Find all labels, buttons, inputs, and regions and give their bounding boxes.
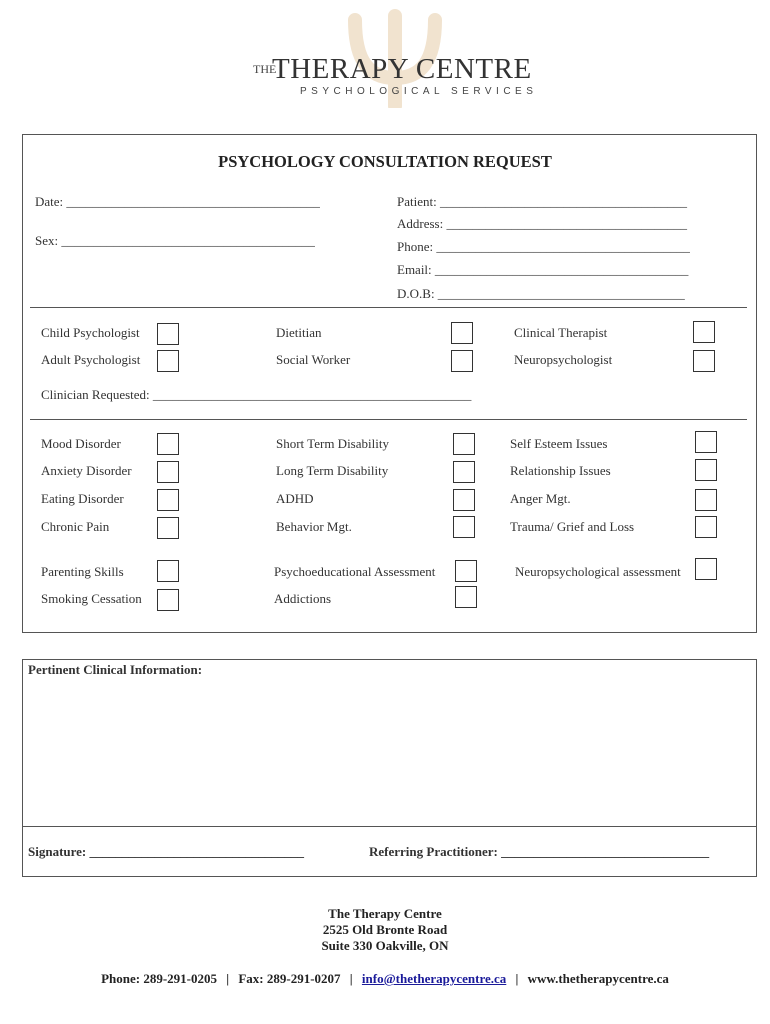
option-label: Self Esteem Issues	[510, 436, 608, 451]
trauma-grief-checkbox[interactable]	[695, 516, 717, 538]
email-field[interactable]: Email: _______________________________________	[397, 262, 689, 277]
long-term-disability-checkbox[interactable]	[453, 461, 475, 483]
neuropsychological-assessment-checkbox[interactable]	[695, 558, 717, 580]
option-label: Anger Mgt.	[510, 491, 571, 506]
date-field[interactable]: Date: _______________________________________	[35, 194, 320, 209]
smoking-cessation-checkbox[interactable]	[157, 589, 179, 611]
parenting-skills-checkbox[interactable]	[157, 560, 179, 582]
option-label: ADHD	[276, 491, 314, 506]
footer-name: The Therapy Centre	[328, 906, 442, 921]
sex-field[interactable]: Sex: _______________________________________	[35, 233, 315, 248]
eating-disorder-checkbox[interactable]	[157, 489, 179, 511]
option-label: Neuropsychological assessment	[515, 564, 681, 579]
option-label: Child Psychologist	[41, 325, 140, 340]
addictions-checkbox[interactable]	[455, 586, 477, 608]
option-label: Neuropsychologist	[514, 352, 613, 367]
option-label: Short Term Disability	[276, 436, 389, 451]
footer-phone: Phone: 289-291-0205	[101, 971, 217, 986]
option-label: Chronic Pain	[41, 519, 110, 534]
short-term-disability-checkbox[interactable]	[453, 433, 475, 455]
anger-mgt-checkbox[interactable]	[695, 489, 717, 511]
option-label: Smoking Cessation	[41, 591, 142, 606]
self-esteem-checkbox[interactable]	[695, 431, 717, 453]
chronic-pain-checkbox[interactable]	[157, 517, 179, 539]
dob-field[interactable]: D.O.B: ______________________________________	[397, 286, 685, 301]
phone-field[interactable]: Phone: _______________________________________	[397, 239, 690, 254]
option-label: Eating Disorder	[41, 491, 124, 506]
footer-suite: Suite 330 Oakville, ON	[321, 938, 449, 953]
referring-practitioner-field[interactable]: Referring Practitioner: ________________________________	[369, 844, 710, 859]
address-field[interactable]: Address: _____________________________________	[397, 216, 687, 231]
separator: |	[349, 971, 353, 986]
option-label: Parenting Skills	[41, 564, 124, 579]
option-label: Behavior Mgt.	[276, 519, 352, 534]
option-label: Long Term Disability	[276, 463, 389, 478]
patient-field[interactable]: Patient: ______________________________________	[397, 194, 687, 209]
relationship-issues-checkbox[interactable]	[695, 459, 717, 481]
anxiety-disorder-checkbox[interactable]	[157, 461, 179, 483]
option-label: Dietitian	[276, 325, 322, 340]
clinician-requested-field[interactable]: Clinician Requested: _________________________________________________	[41, 387, 472, 402]
footer-email-link[interactable]: info@thetherapycentre.ca	[361, 971, 507, 986]
option-label: Psychoeducational Assessment	[274, 564, 436, 579]
footer-fax: Fax: 289-291-0207	[238, 971, 341, 986]
adhd-checkbox[interactable]	[453, 489, 475, 511]
option-label: Clinical Therapist	[514, 325, 608, 340]
dietitian-checkbox[interactable]	[451, 322, 473, 344]
divider	[30, 307, 747, 308]
logo-name: THERAPY CENTRE	[272, 53, 532, 85]
clinical-info-heading: Pertinent Clinical Information:	[28, 662, 203, 677]
logo-the: THE	[253, 62, 277, 76]
option-label: Adult Psychologist	[41, 352, 141, 367]
divider	[22, 826, 757, 827]
adult-psychologist-checkbox[interactable]	[157, 350, 179, 372]
option-label: Trauma/ Grief and Loss	[510, 519, 635, 534]
separator: |	[226, 971, 230, 986]
option-label: Addictions	[274, 591, 332, 606]
social-worker-checkbox[interactable]	[451, 350, 473, 372]
divider	[30, 419, 747, 420]
clinical-therapist-checkbox[interactable]	[693, 321, 715, 343]
child-psychologist-checkbox[interactable]	[157, 323, 179, 345]
logo-subtitle: PSYCHOLOGICAL SERVICES	[300, 86, 538, 97]
option-label: Relationship Issues	[510, 463, 611, 478]
footer-website[interactable]: www.thetherapycentre.ca	[527, 971, 669, 986]
form-title: PSYCHOLOGY CONSULTATION REQUEST	[218, 152, 552, 171]
behavior-mgt-checkbox[interactable]	[453, 516, 475, 538]
option-label: Social Worker	[276, 352, 351, 367]
signature-field[interactable]: Signature: _________________________________	[28, 844, 305, 859]
psychoeducational-assessment-checkbox[interactable]	[455, 560, 477, 582]
option-label: Anxiety Disorder	[41, 463, 132, 478]
option-label: Mood Disorder	[41, 436, 121, 451]
footer-street: 2525 Old Bronte Road	[322, 922, 448, 937]
footer-contact-line	[0, 971, 770, 987]
neuropsychologist-checkbox[interactable]	[693, 350, 715, 372]
separator: |	[515, 971, 519, 986]
mood-disorder-checkbox[interactable]	[157, 433, 179, 455]
